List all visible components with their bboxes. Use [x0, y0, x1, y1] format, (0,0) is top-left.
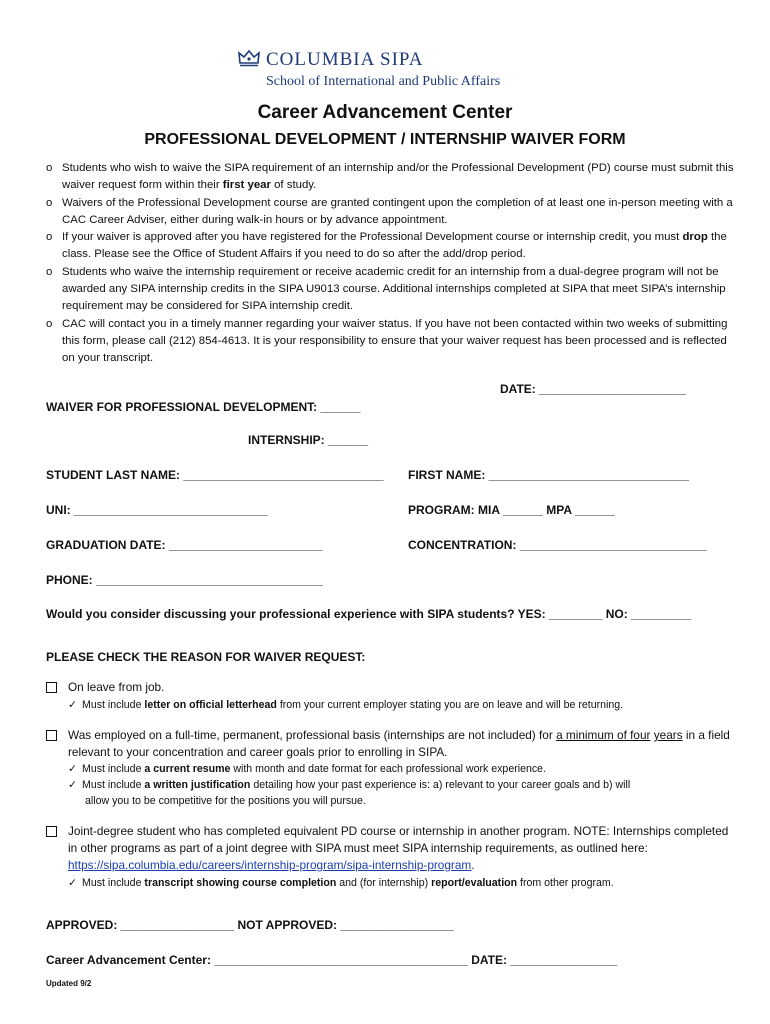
updated-note: Updated 9/2: [46, 979, 92, 988]
info-bullet: o If your waiver is approved after you have registered for the Professional Development course or internship credit, you must drop the class. Please see the Office of Student Affairs if you need to do so after the add/drop period.: [46, 231, 727, 261]
checkmark-icon: ✓: [68, 877, 77, 889]
uni-field[interactable]: UNI: _____________________________: [46, 503, 268, 517]
bullet-circle-icon: o: [46, 266, 53, 278]
bullet-circle-icon: o: [46, 197, 53, 209]
internship-program-link[interactable]: https://sipa.columbia.edu/careers/internship-program/sipa-internship-program: [68, 858, 472, 872]
columbia-crown-icon: [238, 49, 260, 67]
first-name-field[interactable]: FIRST NAME: ______________________________: [408, 468, 689, 482]
reason-employed[interactable]: Was employed on a full-time, permanent, professional basis (internships are not included) for a minimum of four years in a field relevant to your concentration and career goals prior to enrolling in SIPA.: [46, 727, 736, 761]
checkmark-icon: ✓: [68, 779, 77, 791]
info-bullet: o CAC will contact you in a timely manner regarding your waiver status. If you have not been contacted within two weeks of submitting this form, please call (212) 854-4613. It is your responsibility to ensure that your waiver request has been processed and is reflected on your transcript.: [46, 318, 728, 365]
checkmark-icon: ✓: [68, 699, 77, 711]
program-field[interactable]: PROGRAM: MIA ______ MPA ______: [408, 503, 615, 517]
info-bullet: o Students who wish to waive the SIPA requirement of an internship and/or the Professional Development (PD) course must submit this waiver request form within their first year of study.: [46, 162, 734, 192]
bullet-circle-icon: o: [46, 318, 53, 330]
logo-name: COLUMBIA SIPA: [266, 49, 424, 70]
reason-on-leave[interactable]: On leave from job.: [46, 679, 736, 696]
page-title: Career Advancement Center: [257, 102, 513, 123]
form-title: PROFESSIONAL DEVELOPMENT / INTERNSHIP WAIVER FORM: [144, 131, 626, 148]
checkbox[interactable]: [46, 730, 57, 741]
approval-field[interactable]: APPROVED: _________________ NOT APPROVED: _________________: [46, 918, 454, 932]
concentration-field[interactable]: CONCENTRATION: ____________________________: [408, 538, 707, 552]
cac-signature-field[interactable]: Career Advancement Center: ______________________________________ DATE: ________________: [46, 953, 618, 967]
phone-field[interactable]: PHONE: __________________________________: [46, 573, 323, 587]
reason-joint-degree[interactable]: Joint-degree student who has completed equivalent PD course or internship in another program. NOTE: Internships completed in other programs as part of a joint degree with SIPA must meet SIPA internship requirements, as outlined here: https://sipa.columbia.edu/careers/internship-program/sipa-internship-program.: [46, 823, 736, 874]
requirement-item: ✓ Must include a written justification detailing how your past experience is: a) relevant to your career goals and b) will: [68, 779, 631, 791]
checkbox[interactable]: [46, 682, 57, 693]
waiver-pd-field[interactable]: WAIVER FOR PROFESSIONAL DEVELOPMENT: ______: [46, 400, 361, 414]
graduation-date-field[interactable]: GRADUATION DATE: _______________________: [46, 538, 323, 552]
info-bullet: o Students who waive the internship requirement or receive academic credit for an internship from a dual-degree program will not be awarded any SIPA internship credits in the SIPA U9013 course. Additional internships completed at SIPA that meet SIPA’s internship requirement may be considered for SIPA internship credit.: [46, 266, 726, 313]
check-reason-heading: PLEASE CHECK THE REASON FOR WAIVER REQUEST:: [46, 650, 366, 664]
info-bullet: o Waivers of the Professional Development course are granted contingent upon the completion of at least one in-person meeting with a CAC Career Adviser, either during walk-in hours or by advance appointment.: [46, 197, 733, 227]
requirement-item: ✓ Must include transcript showing course completion and (for internship) report/evaluation from other program.: [68, 877, 614, 889]
requirement-item: ✓ Must include a current resume with month and date format for each professional work experience.: [68, 763, 547, 775]
internship-field[interactable]: INTERNSHIP: ______: [248, 433, 369, 447]
date-field[interactable]: DATE: ______________________: [500, 382, 686, 396]
requirement-item: ✓ Must include letter on official letterhead from your current employer stating you are on leave and will be returning.: [68, 699, 624, 711]
checkmark-icon: ✓: [68, 763, 77, 775]
requirement-item-continued: allow you to be competitive for the positions you will pursue.: [85, 795, 366, 807]
discuss-question[interactable]: Would you consider discussing your professional experience with SIPA students? YES: ________ NO: _________: [46, 607, 692, 621]
last-name-field[interactable]: STUDENT LAST NAME: ______________________________: [46, 468, 384, 482]
bullet-circle-icon: o: [46, 231, 53, 243]
bullet-circle-icon: o: [46, 162, 53, 174]
logo-subtitle: School of International and Public Affairs: [266, 74, 501, 89]
checkbox[interactable]: [46, 826, 57, 837]
